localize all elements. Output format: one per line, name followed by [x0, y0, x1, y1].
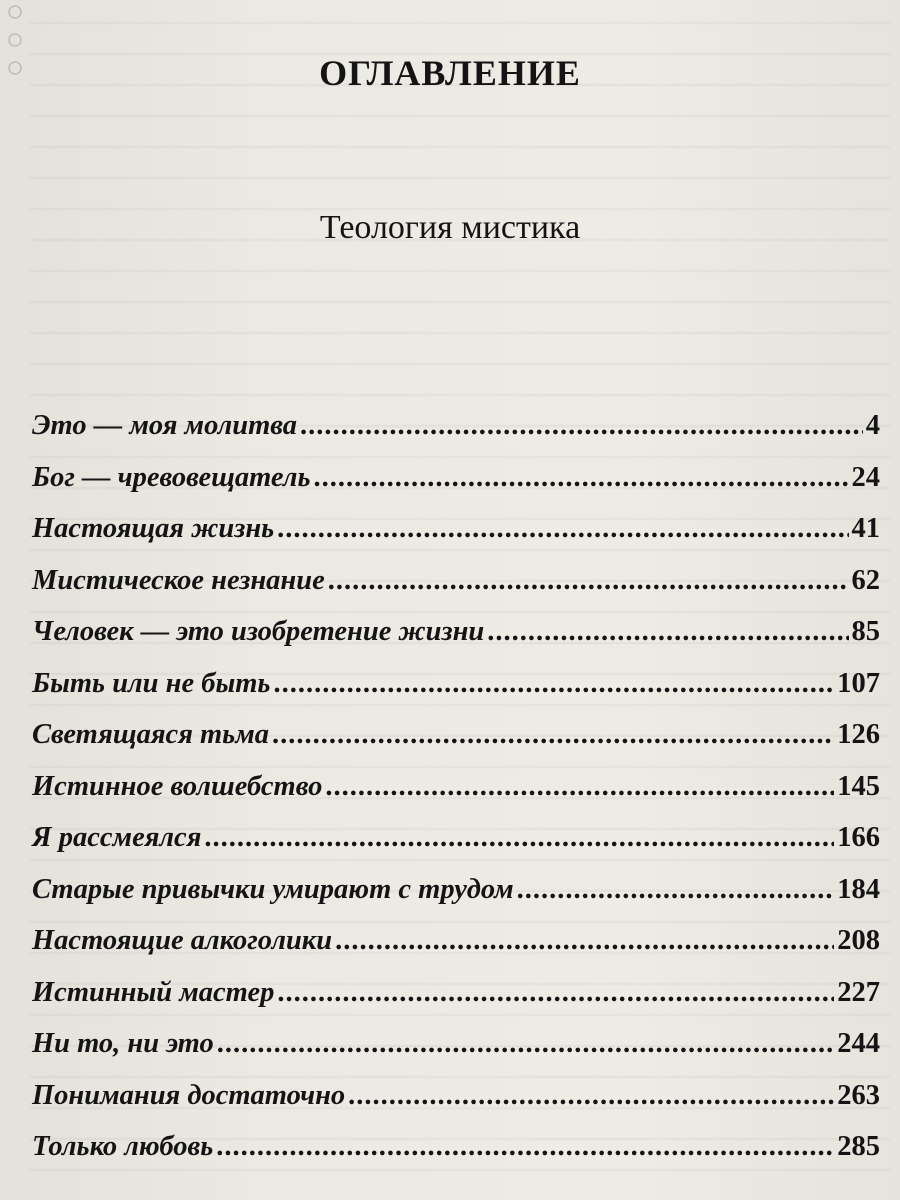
leader-dots — [273, 668, 834, 700]
toc-entry[interactable] — [32, 410, 880, 462]
toc-entry[interactable] — [32, 1028, 880, 1080]
toc-entry-page: 62 — [851, 564, 880, 596]
toc-entry[interactable] — [32, 874, 880, 926]
toc-entry[interactable] — [32, 462, 880, 514]
leader-dots — [204, 822, 834, 854]
leader-dots — [272, 719, 834, 751]
leader-dots — [216, 1131, 834, 1163]
toc-entry[interactable] — [32, 977, 880, 1029]
toc-entry-page: 285 — [837, 1131, 880, 1162]
toc-entry-title: Истинное волшебство — [32, 770, 323, 802]
toc-entry[interactable] — [32, 668, 880, 720]
leader-dots — [300, 410, 863, 442]
toc-entry-title: Бог — чревовещатель — [32, 461, 311, 493]
toc-entry-page: 166 — [837, 822, 880, 853]
leader-dots — [277, 513, 848, 545]
section-title: Теология мистика — [319, 209, 581, 246]
toc-entry-page: 24 — [851, 461, 880, 493]
toc-entry[interactable] — [32, 1080, 880, 1132]
toc-entry-page: 145 — [837, 770, 880, 802]
toc-entry[interactable] — [32, 616, 880, 668]
toc-entry-title: Настоящая жизнь — [32, 513, 275, 544]
leader-dots — [328, 565, 849, 597]
toc-entry-title: Старые привычки умирают с трудом — [32, 873, 514, 905]
leader-dots — [314, 462, 849, 494]
toc-entry-title: Человек — это изобретение жизни — [32, 616, 485, 647]
toc-entry[interactable] — [32, 565, 880, 617]
toc-heading: ОГЛАВЛЕНИЕ — [319, 53, 581, 93]
toc-entry-page: 208 — [837, 925, 880, 956]
toc-entry-page: 263 — [837, 1079, 880, 1111]
toc-entry-page: 126 — [837, 719, 880, 750]
toc-entry-page: 107 — [837, 667, 880, 699]
toc-entry-title: Истинный мастер — [32, 976, 275, 1008]
toc-entry-title: Я рассмеялся — [32, 822, 202, 853]
toc-entry[interactable] — [32, 1131, 880, 1183]
leader-dots — [487, 616, 848, 648]
toc-entry-title: Только любовь — [32, 1131, 214, 1162]
leader-dots — [517, 874, 835, 906]
leader-dots — [348, 1080, 834, 1112]
toc-entry[interactable] — [32, 719, 880, 771]
table-of-contents — [32, 410, 880, 1183]
toc-entry-title: Мистическое незнание — [32, 564, 325, 596]
leader-dots — [325, 771, 834, 803]
toc-entry[interactable] — [32, 822, 880, 874]
toc-entry-page: 227 — [837, 976, 880, 1008]
leader-dots — [335, 925, 834, 957]
toc-entry-page: 184 — [837, 873, 880, 905]
toc-entry[interactable] — [32, 925, 880, 977]
toc-entry-title: Светящаяся тьма — [32, 719, 269, 750]
toc-entry-page: 4 — [865, 410, 880, 441]
toc-entry[interactable] — [32, 513, 880, 565]
toc-entry-title: Быть или не быть — [32, 667, 271, 699]
toc-entry-page: 41 — [851, 513, 880, 544]
toc-entry-title: Ни то, ни это — [32, 1028, 214, 1059]
toc-entry-title: Настоящие алкоголики — [32, 925, 333, 956]
toc-entry-page: 85 — [851, 616, 880, 647]
toc-entry-title: Это — моя молитва — [32, 410, 298, 441]
toc-entry[interactable] — [32, 771, 880, 823]
leader-dots — [217, 1028, 835, 1060]
leader-dots — [277, 977, 834, 1009]
toc-entry-title: Понимания достаточно — [32, 1079, 346, 1111]
toc-entry-page: 244 — [837, 1028, 880, 1059]
